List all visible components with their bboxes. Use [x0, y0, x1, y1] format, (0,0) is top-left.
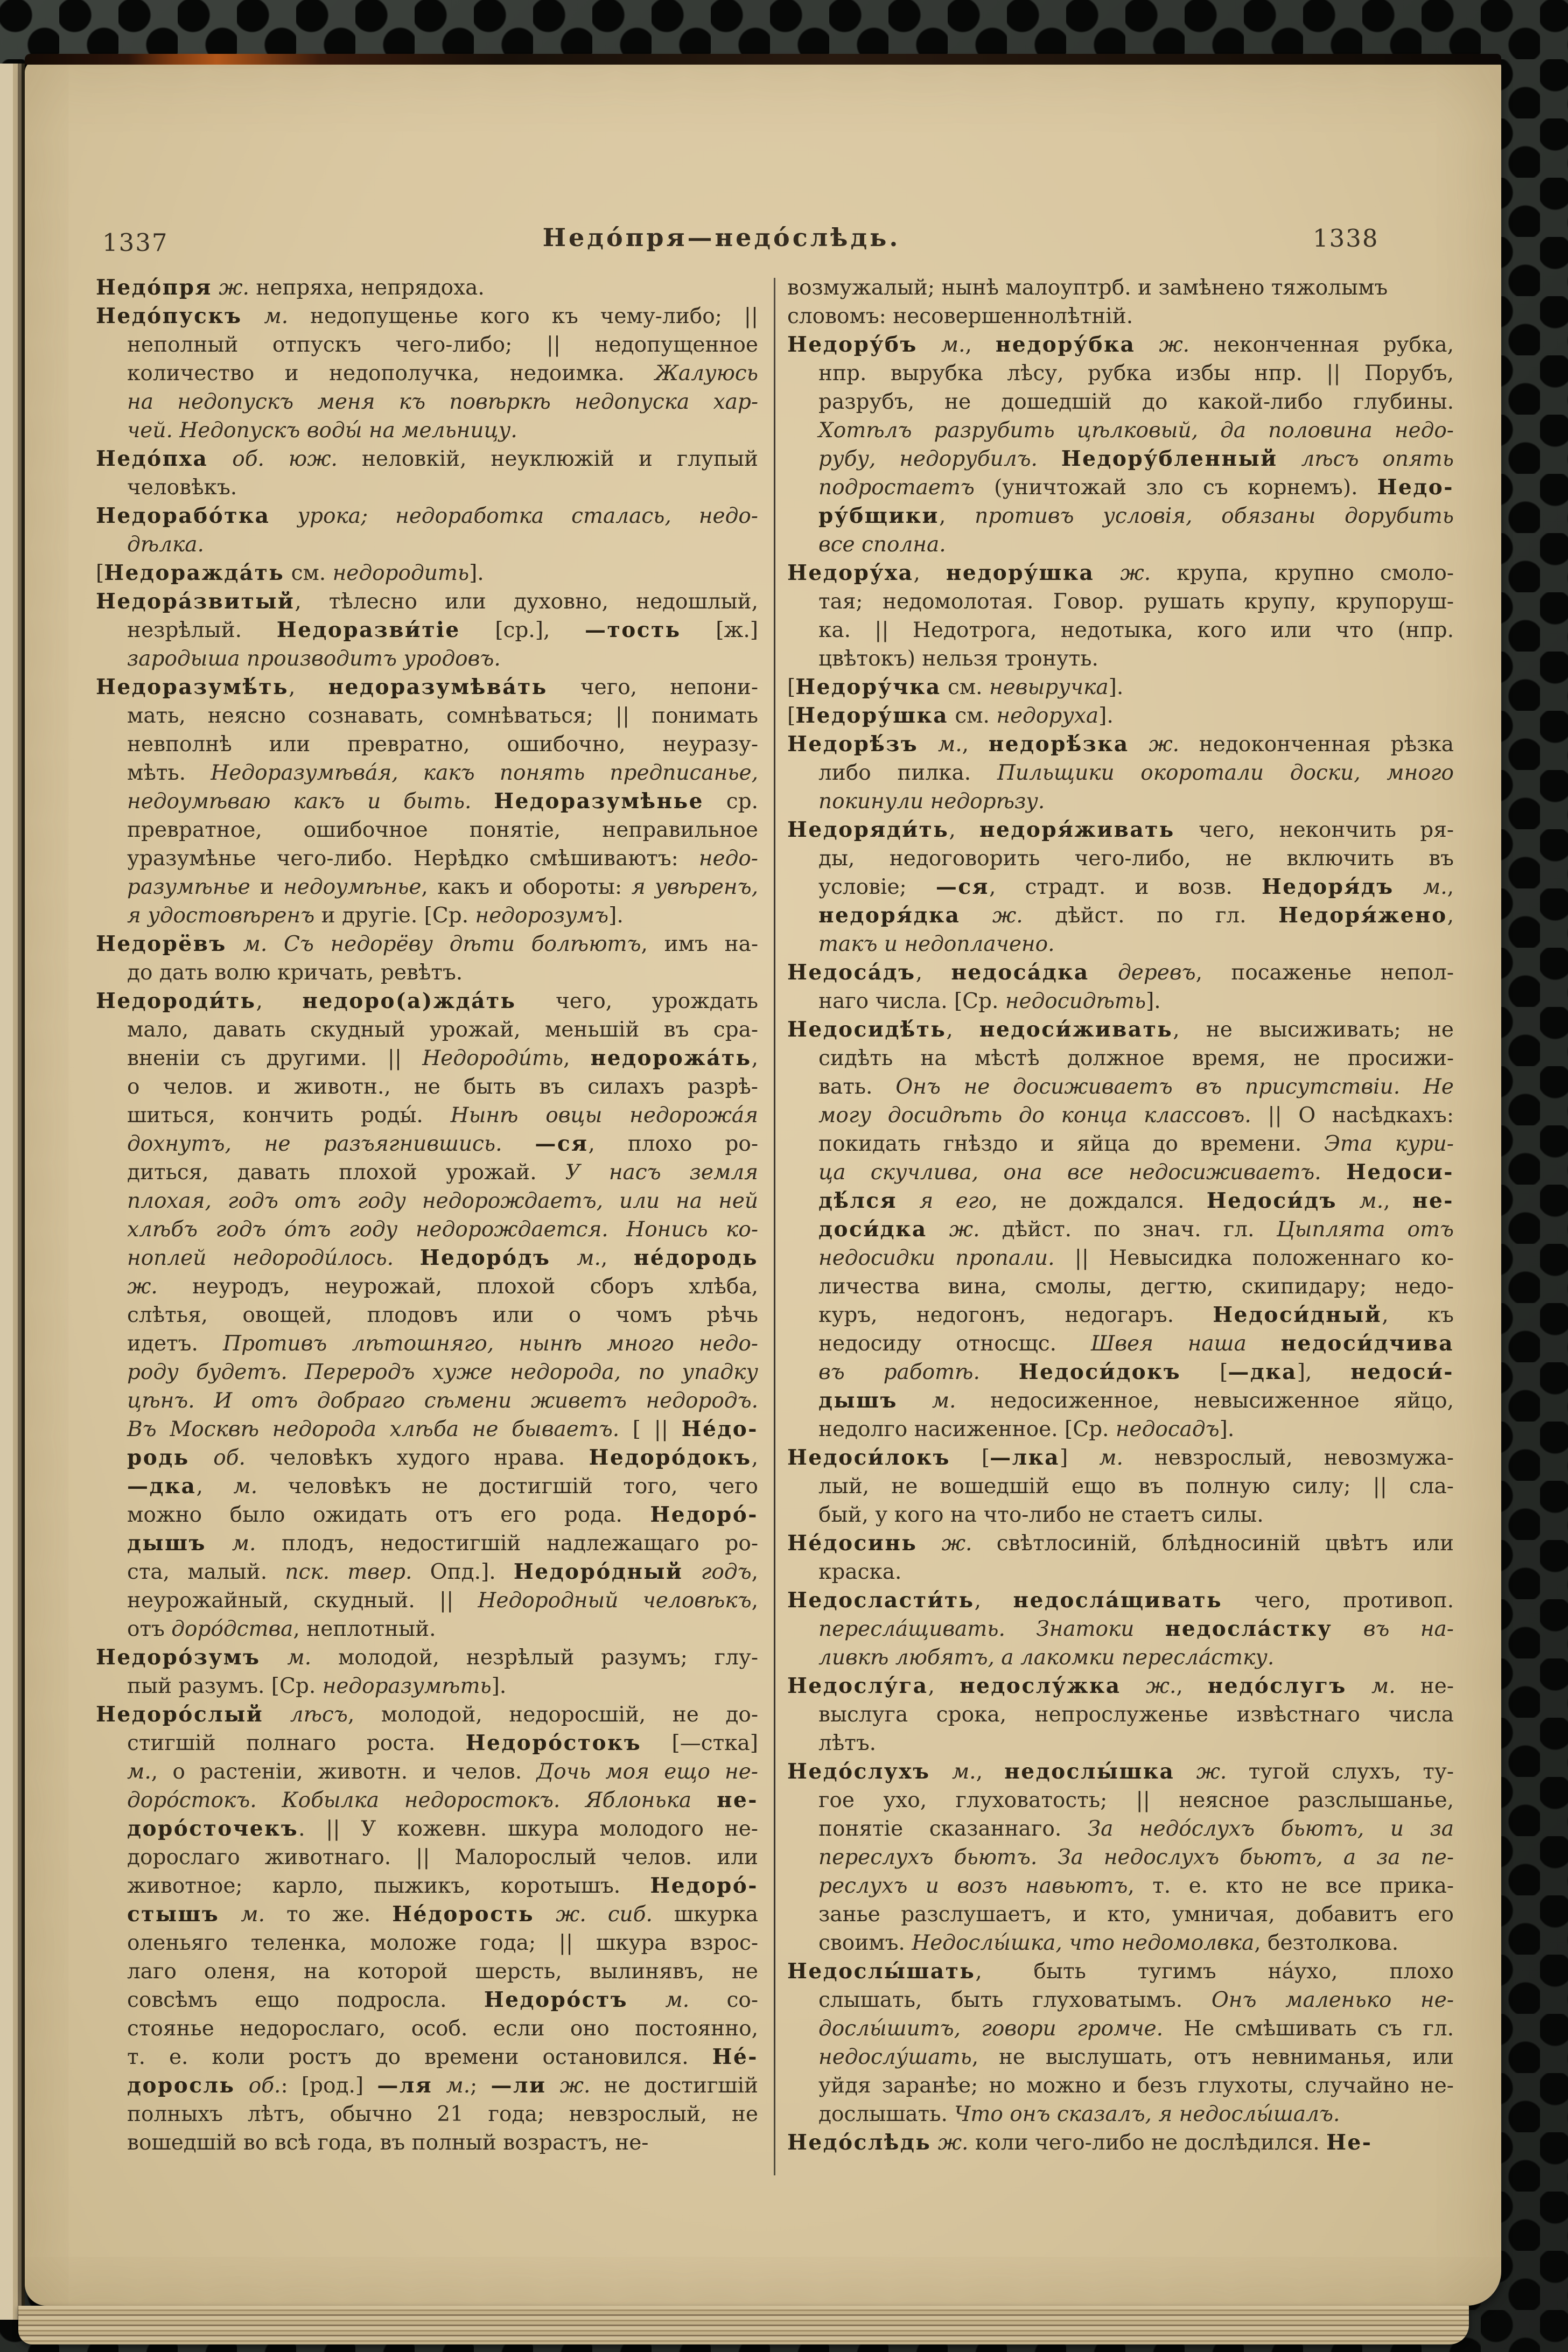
- dictionary-entry-line: [Недору́чка см. невыручка].: [787, 675, 1124, 699]
- dictionary-line: краска.: [818, 1560, 902, 1584]
- dictionary-entry-line: Недоса́дъ, недоса́дка деревъ, посаженье непол-: [787, 960, 1454, 985]
- dictionary-line: дышъ м. недосиженное, невысиженное яйцо,: [818, 1388, 1454, 1413]
- dictionary-line: все сполна.: [818, 533, 946, 557]
- dictionary-line: разрубъ, не дошедшій до какой-либо глубины.: [818, 390, 1454, 414]
- dictionary-line: вать. Онъ не досиживаетъ въ присутствіи. Не: [818, 1075, 1454, 1099]
- dictionary-entry-line: Недослы́шать, быть тугимъ на́ухо, плохо: [787, 1959, 1454, 1984]
- dictionary-line: зародыша производитъ уродовъ.: [127, 647, 501, 671]
- dictionary-line: либо пилка. Пильщики окоротали доски, много: [818, 761, 1454, 785]
- dictionary-line: человѣкъ.: [127, 475, 237, 500]
- dictionary-line: дышъ м. плодъ, недостигшій надлежащаго ро-: [127, 1531, 759, 1556]
- dictionary-line: цѣнъ. И отъ добраго сѣмени живетъ недородъ.: [127, 1389, 758, 1413]
- dictionary-line: стышъ м. то же. Не́дорость ж. сиб. шкурка: [127, 1902, 758, 1927]
- dictionary-line: невполнѣ или превратно, ошибочно, неуразу-: [127, 732, 758, 757]
- dictionary-entry-line: Недору́ха, недору́шка ж. крупа, крупно смоло-: [787, 561, 1454, 585]
- dictionary-line: ж. неуродъ, неурожай, плохой сборъ хлѣба,: [127, 1275, 758, 1299]
- dictionary-line: бый, у кого на что-либо не стаетъ силы.: [818, 1503, 1264, 1527]
- dictionary-line: такъ и недоплачено.: [818, 932, 1055, 956]
- dictionary-line: недолго насиженное. [Ср. недосадъ].: [818, 1417, 1235, 1441]
- dictionary-line: лый, не вошедшій ещо въ полную силу; || сла-: [818, 1474, 1454, 1499]
- dictionary-line: могу досидѣть до конца классовъ. || О насѣдкахъ:: [818, 1103, 1454, 1128]
- dictionary-line: животное; карло, пыжикъ, коротышъ. Недоро́-: [127, 1873, 758, 1898]
- dictionary-line: я удостовѣренъ и другіе. [Ср. недорозумъ].: [127, 904, 624, 928]
- dictionary-line: м., о растеніи, животн. и челов. Дочь моя ещо не-: [127, 1760, 758, 1784]
- page-number-left: 1337: [102, 228, 169, 257]
- dictionary-line: Въ Москвѣ недорода хлѣба не бываетъ. [ || Не́до-: [127, 1417, 758, 1441]
- dictionary-entry-line: [Недоражда́ть см. недородить].: [96, 561, 484, 585]
- dictionary-line: пый разумъ. [Ср. недоразумѣть].: [127, 1674, 507, 1698]
- dictionary-line: ста, малый. пск. твер. Опд.]. Недоро́дный годъ,: [127, 1559, 758, 1584]
- dictionary-entry-line: Недо́пря ж. непряха, непрядоха.: [96, 275, 485, 300]
- dictionary-entry-line: словомъ: несовершеннолѣтній.: [787, 304, 1133, 328]
- dictionary-line: уразумѣнье чего-либо. Нерѣдко смѣшиваютъ: недо-: [127, 846, 758, 871]
- dictionary-entry-line: Недоразумѣ́ть, недоразумѣва́ть чего, непони-: [96, 675, 759, 699]
- dictionary-line: стигшій полнаго роста. Недоро́стокъ [—стка]: [127, 1731, 758, 1755]
- dictionary-entry-line: Недослу́га, недослу́жка ж., недо́слугъ м. не-: [787, 1674, 1454, 1698]
- dictionary-line: понятіе сказаннаго. За недо́слухъ бьютъ, и за: [818, 1817, 1454, 1841]
- dictionary-column-left: [96, 274, 758, 2157]
- dictionary-entry-line: Недо́пха об. юж. неловкій, неуклюжій и глупый: [96, 446, 758, 471]
- dictionary-entry-line: Недосидѣ́ть, недоси́живать, не высиживать; не: [787, 1017, 1454, 1042]
- dictionary-line: гое ухо, глуховатость; || неясное разслышанье,: [818, 1788, 1454, 1812]
- dictionary-line: дѣлка.: [127, 533, 204, 557]
- dictionary-entry-line: Недосласти́ть, недосла́щивать чего, противоп.: [787, 1588, 1454, 1613]
- dictionary-line: дослы́шитъ, говори громче. Не смѣшивать съ гл.: [818, 2017, 1454, 2041]
- page-number-right: 1338: [1313, 224, 1379, 253]
- dictionary-line: незрѣлый. Недоразви́тіе [ср.], —тость [ж.]: [127, 618, 758, 642]
- dictionary-line: неурожайный, скудный. || Недородный человѣкъ,: [127, 1588, 758, 1613]
- dictionary-line: недосиду относщс. Швея наша недоси́дчива: [818, 1331, 1454, 1356]
- dictionary-line: доросль об.: [род.] —ля м.; —ли ж. не достигшій: [127, 2073, 758, 2098]
- dictionary-line: на недопускъ меня къ повѣркѣ недопуска хар-: [127, 390, 758, 414]
- dictionary-line: цвѣтокъ) нельзя тронуть.: [818, 647, 1098, 671]
- dictionary-line: доси́дка ж. дѣйст. по знач. гл. Цыплята отъ: [818, 1217, 1454, 1242]
- dictionary-entry-line: Недо́пускъ м. недопущенье кого къ чему-либо; ||: [96, 304, 758, 328]
- dictionary-line: наго числа. [Ср. недосидѣть].: [818, 989, 1161, 1013]
- dictionary-line: сидѣть на мѣстѣ должное время, не просижи-: [818, 1046, 1454, 1070]
- dictionary-line: выслуга срока, непрослуженье извѣстнаго числа: [818, 1703, 1454, 1727]
- dictionary-line: мѣть. Недоразумѣва́я, какъ понять предписанье,: [127, 761, 758, 785]
- dictionary-entry-line: Недорабо́тка урока; недоработка сталась, недо-: [96, 503, 758, 528]
- dictionary-line: рубу, недорубилъ. Недору́бленный лѣсъ опять: [818, 446, 1454, 471]
- dictionary-line: подростаетъ (уничтожай зло съ корнемъ). Недо-: [818, 475, 1454, 500]
- dictionary-line: лаго оленя, на которой шерсть, вылинявъ, не: [127, 1959, 758, 1984]
- dictionary-entry-line: Недороди́ть, недоро(а)жда́ть чего, урождать: [96, 989, 759, 1013]
- book-page-stack-left-edge: [0, 64, 25, 2320]
- dictionary-line: лѣтъ.: [818, 1731, 877, 1755]
- dictionary-line: можно было ожидать отъ его рода. Недоро́-: [127, 1502, 758, 1527]
- dictionary-line: куръ, недогонъ, недогаръ. Недоси́дный, къ: [818, 1303, 1454, 1327]
- dictionary-entry-line: [Недору́шка см. недоруха].: [787, 703, 1114, 728]
- dictionary-line: слѣтья, овощей, плодовъ или о чомъ рѣчь: [127, 1303, 758, 1327]
- dictionary-line: Хотѣлъ разрубить цѣлковый, да половина недо-: [818, 418, 1454, 443]
- dictionary-line: доро́стокъ. Кобылка недоростокъ. Яблонька не-: [127, 1788, 758, 1812]
- dictionary-line: ливкѣ любятъ, а лакомки пересла́стку.: [818, 1646, 1275, 1670]
- dictionary-line: мать, неясно сознавать, сомнѣваться; || понимать: [127, 704, 758, 728]
- dictionary-line: дослышать. Что онъ сказалъ, я недослы́шалъ.: [818, 2102, 1340, 2126]
- dictionary-line: чей. Недопускъ воды́ на мельницу.: [127, 418, 517, 443]
- dictionary-line: ды, недоговорить чего-либо, не включить въ: [818, 846, 1454, 871]
- dictionary-line: ца скучлива, она все недосиживаетъ. Недоси-: [818, 1160, 1454, 1185]
- dictionary-line: мало, давать скудный урожай, меньшій въ сра-: [127, 1018, 758, 1042]
- dictionary-entry-line: Недоси́локъ [—лка] м. невзрослый, невозмужа-: [787, 1445, 1454, 1470]
- dictionary-line: недослу́шать, не выслушать, отъ невниманья, или: [818, 2045, 1454, 2069]
- dictionary-line: переслухъ бьютъ. За недослухъ бьютъ, а за пе-: [818, 1845, 1454, 1870]
- dictionary-line: ру́бщики, противъ условія, обязаны дорубить: [818, 503, 1454, 528]
- dictionary-line: полныхъ лѣтъ, обычно 21 года; невзрослый, не: [127, 2102, 758, 2126]
- dictionary-line: реслухъ и возъ навьютъ, т. е. кто не все прика-: [818, 1874, 1454, 1898]
- dictionary-entry-line: Недору́бъ м., недору́бка ж. неконченная рубка,: [787, 332, 1454, 357]
- dictionary-line: дѣ́лся я его, не дождался. Недоси́дъ м., не-: [818, 1188, 1454, 1213]
- dictionary-entry-line: Недо́слѣдь ж. коли чего-либо не дослѣдился. Не-: [787, 2130, 1373, 2155]
- dictionary-line: т. е. коли ростъ до времени остановился. Не́-: [127, 2045, 758, 2069]
- dictionary-line: стоянье недорослаго, особ. если оно постоянно,: [127, 2017, 758, 2041]
- dictionary-line: дорослаго животнаго. || Малорослый челов. или: [127, 1845, 758, 1870]
- dictionary-line: превратное, ошибочное понятіе, неправильное: [127, 818, 758, 842]
- dictionary-line: покинули недорѣзу.: [818, 789, 1045, 814]
- dictionary-line: доро́сточекъ. || У кожевн. шкура молодого не-: [127, 1816, 758, 1841]
- dictionary-line: идетъ. Противъ лѣтошняго, нынѣ много недо-: [127, 1332, 758, 1356]
- dictionary-line: —дка, м. человѣкъ не достигшій того, чего: [127, 1474, 759, 1499]
- dictionary-line: своимъ. Недослы́шка, что недомолвка, безтолкова.: [818, 1931, 1399, 1955]
- dictionary-line: отъ доро́дства, неплотный.: [127, 1617, 436, 1641]
- dictionary-line: условіе; —ся, страдт. и возв. Недоря́дъ м.,: [818, 874, 1454, 899]
- dictionary-line: недоря́дка ж. дѣйст. по гл. Недоря́жено,: [818, 903, 1454, 928]
- running-head-title: Недо́пря—недо́слѣдь.: [542, 223, 901, 252]
- dictionary-line: оленьяго теленка, моложе года; || шкура взрос-: [127, 1931, 758, 1955]
- dictionary-line: тая; недомолотая. Говор. рушать крупу, крупоруш-: [818, 590, 1454, 614]
- dictionary-line: недосидки пропали. || Невысидка положеннаго ко-: [818, 1246, 1454, 1270]
- book-page-stack-bottom-edge: [18, 2306, 1469, 2344]
- column-divider-rule: [774, 278, 775, 2175]
- dictionary-entry-line: Недо́слухъ м., недослы́шка ж. тугой слухъ, ту-: [787, 1759, 1454, 1784]
- dictionary-line: неполный отпускъ чего-либо; || недопущенное: [127, 333, 758, 357]
- dictionary-line: дохнутъ, не разъягнившись. —ся, плохо ро-: [127, 1131, 758, 1156]
- dictionary-line: совсѣмъ ещо подросла. Недоро́стъ м. со-: [127, 1987, 759, 2012]
- dictionary-line: недоумѣваю какъ и быть. Недоразумѣнье ср.: [127, 789, 758, 814]
- dictionary-line: слышать, быть глуховатымъ. Онъ маленько не-: [818, 1988, 1454, 2012]
- dictionary-line: родь об. человѣкъ худого нрава. Недоро́докъ,: [127, 1445, 758, 1470]
- dictionary-entry-line: Не́досинь ж. свѣтлосиній, блѣдносиній цвѣтъ или: [787, 1531, 1454, 1556]
- dictionary-line: количество и недополучка, недоимка. Жалуюсь: [127, 361, 758, 386]
- dictionary-line: о челов. и животн., не быть въ силахъ разрѣ-: [127, 1075, 758, 1099]
- dictionary-line: вошедшій во всѣ года, въ полный возрастъ, не-: [127, 2131, 649, 2155]
- dictionary-line: въ работѣ. Недоси́докъ [—дка], недоси́-: [818, 1360, 1454, 1384]
- dictionary-line: ка. || Недотрога, недотыка, кого или что (нпр.: [818, 618, 1454, 642]
- dictionary-line: роду будетъ. Переродъ хуже недорода, по упадку: [127, 1360, 758, 1384]
- dictionary-entry-line: возмужалый; нынѣ малоуптрб. и замѣнено тяжолымъ: [787, 276, 1388, 300]
- dictionary-line: личества вина, смолы, дегтю, скипидару; недо-: [818, 1275, 1454, 1299]
- dictionary-line: пересла́щивать. Знатоки недосла́стку въ на-: [818, 1616, 1454, 1641]
- dictionary-entry-line: Недоряди́ть, недоря́живать чего, некончить ря-: [787, 817, 1454, 842]
- dictionary-line: занье разслушаетъ, и кто, умничая, добавитъ его: [818, 1902, 1454, 1927]
- dictionary-line: диться, давать плохой урожай. У насъ земля: [127, 1160, 758, 1185]
- dictionary-line: разумѣнье и недоумѣнье, какъ и обороты: я увѣренъ,: [127, 875, 759, 899]
- book-spine-top-edge: [25, 54, 1501, 65]
- dictionary-line: вненіи съ другими. || Недороди́ть, недорожа́ть,: [127, 1046, 759, 1070]
- dictionary-column-right: [787, 274, 1454, 2157]
- dictionary-line: до дать волю кричать, ревѣтъ.: [127, 961, 463, 985]
- dictionary-line: покидать гнѣздо и яйца до времени. Эта кури-: [818, 1132, 1454, 1156]
- dictionary-entry-line: Недора́звитый, тѣлесно или духовно, недошлый,: [96, 589, 758, 614]
- dictionary-line: ноплей недороди́лось. Недоро́дъ м., не́дородь: [127, 1245, 758, 1270]
- dictionary-entry-line: Недорѣ́зъ м., недорѣ́зка ж. недоконченная рѣзка: [787, 732, 1454, 757]
- dictionary-line: шиться, кончить роды́. Нынѣ овцы недорожа́я: [127, 1103, 758, 1128]
- dictionary-entry-line: Недоро́слый лѣсъ, молодой, недоросшій, не до-: [96, 1702, 758, 1727]
- dictionary-line: хлѣбъ годъ о́тъ году недорождается. Нонись ко-: [127, 1217, 758, 1242]
- dictionary-line: плохая, годъ отъ году недорождаетъ, или на ней: [127, 1189, 758, 1213]
- dictionary-line: нпр. вырубка лѣсу, рубка избы нпр. || Порубъ,: [818, 361, 1454, 386]
- dictionary-entry-line: Недорёвъ м. Съ недорёву дѣти болѣютъ, имъ на-: [96, 932, 758, 956]
- dictionary-line: уйдя заранѣе; но можно и безъ глухоты, случайно не-: [818, 2074, 1454, 2098]
- dictionary-entry-line: Недоро́зумъ м. молодой, незрѣлый разумъ; глу-: [96, 1645, 759, 1670]
